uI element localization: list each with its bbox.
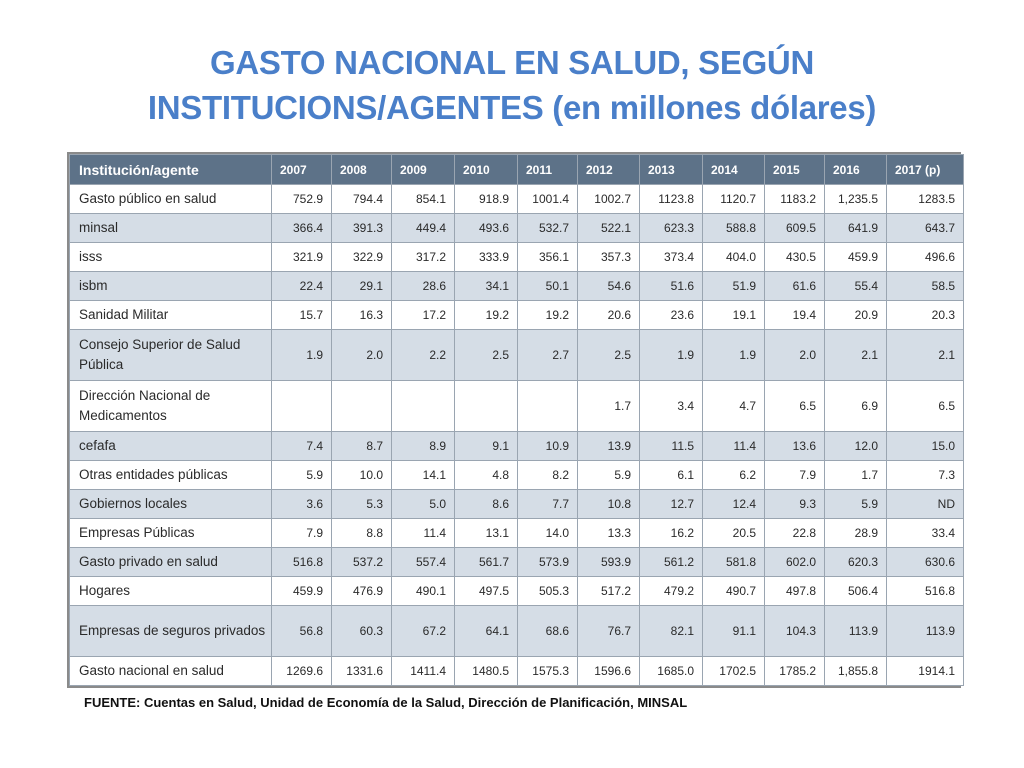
row-label: Gasto nacional en salud — [70, 657, 272, 686]
table-cell: 91.1 — [703, 606, 765, 657]
table-cell: 60.3 — [332, 606, 392, 657]
table-cell: 479.2 — [640, 577, 703, 606]
table-cell: 516.8 — [272, 548, 332, 577]
table-cell — [518, 381, 578, 432]
table-cell: 20.5 — [703, 519, 765, 548]
column-header-2: 2009 — [392, 155, 455, 185]
column-header-6: 2013 — [640, 155, 703, 185]
table-cell: 537.2 — [332, 548, 392, 577]
data-table-container — [67, 152, 961, 688]
table-cell: 643.7 — [887, 214, 964, 243]
table-cell: 10.0 — [332, 461, 392, 490]
table-cell: 13.3 — [578, 519, 640, 548]
table-cell: 64.1 — [455, 606, 518, 657]
table-cell: 1685.0 — [640, 657, 703, 686]
table-row — [70, 214, 964, 243]
table-cell: 5.9 — [272, 461, 332, 490]
row-label: Gasto privado en salud — [70, 548, 272, 577]
table-cell: 4.8 — [455, 461, 518, 490]
table-cell: 7.9 — [765, 461, 825, 490]
table-cell: 15.7 — [272, 301, 332, 330]
table-cell: 34.1 — [455, 272, 518, 301]
table-cell: 7.3 — [887, 461, 964, 490]
table-row — [70, 461, 964, 490]
table-cell: 322.9 — [332, 243, 392, 272]
table-cell: 506.4 — [825, 577, 887, 606]
table-cell: 82.1 — [640, 606, 703, 657]
table-cell: 14.1 — [392, 461, 455, 490]
table-cell: 51.9 — [703, 272, 765, 301]
table-row — [70, 548, 964, 577]
column-header-1: 2008 — [332, 155, 392, 185]
table-cell: 10.8 — [578, 490, 640, 519]
table-cell: 104.3 — [765, 606, 825, 657]
table-cell — [332, 381, 392, 432]
table-cell: 490.1 — [392, 577, 455, 606]
table-cell: 20.3 — [887, 301, 964, 330]
table-cell: 459.9 — [272, 577, 332, 606]
table-cell: 6.1 — [640, 461, 703, 490]
table-cell: 8.2 — [518, 461, 578, 490]
table-cell: 1914.1 — [887, 657, 964, 686]
table-cell: 1.7 — [578, 381, 640, 432]
table-cell: 10.9 — [518, 432, 578, 461]
table-cell: 19.2 — [518, 301, 578, 330]
table-cell: 22.4 — [272, 272, 332, 301]
table-cell: 2.7 — [518, 330, 578, 381]
column-header-7: 2014 — [703, 155, 765, 185]
table-row — [70, 301, 964, 330]
table-cell: 317.2 — [392, 243, 455, 272]
table-cell: 13.9 — [578, 432, 640, 461]
table-cell: 493.6 — [455, 214, 518, 243]
table-cell: 561.2 — [640, 548, 703, 577]
health-expenditure-table — [69, 154, 964, 686]
column-header-3: 2010 — [455, 155, 518, 185]
table-cell: 2.5 — [578, 330, 640, 381]
table-cell: 55.4 — [825, 272, 887, 301]
table-cell: 557.4 — [392, 548, 455, 577]
row-label: Empresas de seguros privados — [70, 606, 272, 657]
table-cell: 1702.5 — [703, 657, 765, 686]
table-cell: 2.0 — [765, 330, 825, 381]
row-header-cell: Institución/agente — [70, 155, 272, 185]
table-row — [70, 272, 964, 301]
table-cell: 6.5 — [887, 381, 964, 432]
table-cell: 497.8 — [765, 577, 825, 606]
table-cell: 7.7 — [518, 490, 578, 519]
table-cell: 641.9 — [825, 214, 887, 243]
row-label: isbm — [70, 272, 272, 301]
table-cell: 1.9 — [640, 330, 703, 381]
table-cell: 391.3 — [332, 214, 392, 243]
table-row — [70, 243, 964, 272]
table-cell — [392, 381, 455, 432]
row-label: Sanidad Militar — [70, 301, 272, 330]
table-cell: 593.9 — [578, 548, 640, 577]
table-cell: 11.4 — [703, 432, 765, 461]
table-cell: 366.4 — [272, 214, 332, 243]
table-cell: 1.9 — [272, 330, 332, 381]
column-header-0: 2007 — [272, 155, 332, 185]
table-cell: 14.0 — [518, 519, 578, 548]
table-cell: 33.4 — [887, 519, 964, 548]
table-row — [70, 432, 964, 461]
column-header-5: 2012 — [578, 155, 640, 185]
table-cell: 620.3 — [825, 548, 887, 577]
table-cell: 28.9 — [825, 519, 887, 548]
table-cell: 1785.2 — [765, 657, 825, 686]
table-cell: 17.2 — [392, 301, 455, 330]
table-cell: 19.2 — [455, 301, 518, 330]
row-label: Consejo Superior de Salud Pública — [70, 330, 272, 381]
table-cell: 67.2 — [392, 606, 455, 657]
table-cell: ND — [887, 490, 964, 519]
table-cell: 76.7 — [578, 606, 640, 657]
row-label: Hogares — [70, 577, 272, 606]
table-cell: 609.5 — [765, 214, 825, 243]
table-cell: 1411.4 — [392, 657, 455, 686]
table-row — [70, 185, 964, 214]
row-label: minsal — [70, 214, 272, 243]
table-cell: 6.5 — [765, 381, 825, 432]
table-row — [70, 519, 964, 548]
table-cell: 20.9 — [825, 301, 887, 330]
table-cell: 3.6 — [272, 490, 332, 519]
table-cell: 505.3 — [518, 577, 578, 606]
table-cell: 13.1 — [455, 519, 518, 548]
row-label: cefafa — [70, 432, 272, 461]
table-cell: 9.1 — [455, 432, 518, 461]
table-header-row — [70, 155, 964, 185]
table-cell: 5.0 — [392, 490, 455, 519]
table-cell: 333.9 — [455, 243, 518, 272]
row-label: Gasto público en salud — [70, 185, 272, 214]
table-cell: 630.6 — [887, 548, 964, 577]
table-cell: 28.6 — [392, 272, 455, 301]
table-cell: 430.5 — [765, 243, 825, 272]
table-cell: 794.4 — [332, 185, 392, 214]
table-cell: 11.5 — [640, 432, 703, 461]
table-cell: 51.6 — [640, 272, 703, 301]
table-cell: 113.9 — [825, 606, 887, 657]
source-note: FUENTE: Cuentas en Salud, Unidad de Economía de la Salud, Dirección de Planificación, MINSAL — [84, 695, 688, 710]
table-cell: 50.1 — [518, 272, 578, 301]
table-cell: 517.2 — [578, 577, 640, 606]
table-cell: 5.9 — [825, 490, 887, 519]
table-cell: 8.6 — [455, 490, 518, 519]
table-cell: 1.9 — [703, 330, 765, 381]
row-label: Dirección Nacional de Medicamentos — [70, 381, 272, 432]
table-row — [70, 381, 964, 432]
table-cell: 404.0 — [703, 243, 765, 272]
table-cell: 1269.6 — [272, 657, 332, 686]
table-cell: 7.4 — [272, 432, 332, 461]
table-cell: 1120.7 — [703, 185, 765, 214]
table-cell: 623.3 — [640, 214, 703, 243]
table-cell: 2.2 — [392, 330, 455, 381]
table-cell: 1596.6 — [578, 657, 640, 686]
table-cell: 752.9 — [272, 185, 332, 214]
table-cell: 2.0 — [332, 330, 392, 381]
table-cell: 581.8 — [703, 548, 765, 577]
table-cell: 573.9 — [518, 548, 578, 577]
table-cell: 1,855.8 — [825, 657, 887, 686]
table-cell: 19.4 — [765, 301, 825, 330]
table-cell: 1331.6 — [332, 657, 392, 686]
title-line-2: INSTITUCIONS/AGENTES (en millones dólares) — [147, 89, 877, 126]
table-row — [70, 490, 964, 519]
column-header-8: 2015 — [765, 155, 825, 185]
column-header-10: 2017 (p) — [887, 155, 964, 185]
column-header-4: 2011 — [518, 155, 578, 185]
table-cell: 516.8 — [887, 577, 964, 606]
table-cell: 1,235.5 — [825, 185, 887, 214]
table-body — [70, 185, 964, 686]
table-cell: 58.5 — [887, 272, 964, 301]
table-row — [70, 330, 964, 381]
table-cell: 918.9 — [455, 185, 518, 214]
table-cell: 9.3 — [765, 490, 825, 519]
row-label: isss — [70, 243, 272, 272]
table-cell: 561.7 — [455, 548, 518, 577]
table-cell: 1001.4 — [518, 185, 578, 214]
title-line-1: GASTO NACIONAL EN SALUD, SEGÚN — [210, 44, 814, 81]
table-cell: 854.1 — [392, 185, 455, 214]
table-cell — [272, 381, 332, 432]
table-cell: 490.7 — [703, 577, 765, 606]
table-cell: 29.1 — [332, 272, 392, 301]
table-cell: 532.7 — [518, 214, 578, 243]
table-cell: 56.8 — [272, 606, 332, 657]
table-cell: 12.7 — [640, 490, 703, 519]
table-cell: 588.8 — [703, 214, 765, 243]
table-cell: 13.6 — [765, 432, 825, 461]
table-cell: 459.9 — [825, 243, 887, 272]
table-cell: 1283.5 — [887, 185, 964, 214]
table-cell: 497.5 — [455, 577, 518, 606]
table-cell: 5.9 — [578, 461, 640, 490]
table-cell: 1002.7 — [578, 185, 640, 214]
row-label: Empresas Públicas — [70, 519, 272, 548]
table-cell: 7.9 — [272, 519, 332, 548]
table-cell: 19.1 — [703, 301, 765, 330]
table-cell: 68.6 — [518, 606, 578, 657]
table-cell: 2.1 — [825, 330, 887, 381]
table-cell: 8.9 — [392, 432, 455, 461]
slide-title — [0, 40, 1024, 130]
table-row — [70, 657, 964, 686]
table-cell: 22.8 — [765, 519, 825, 548]
table-cell: 1575.3 — [518, 657, 578, 686]
table-cell: 20.6 — [578, 301, 640, 330]
table-cell: 1183.2 — [765, 185, 825, 214]
table-cell: 522.1 — [578, 214, 640, 243]
table-cell: 476.9 — [332, 577, 392, 606]
table-cell: 356.1 — [518, 243, 578, 272]
table-cell: 11.4 — [392, 519, 455, 548]
table-cell: 61.6 — [765, 272, 825, 301]
table-cell: 23.6 — [640, 301, 703, 330]
table-cell: 6.2 — [703, 461, 765, 490]
table-cell: 496.6 — [887, 243, 964, 272]
row-label: Gobiernos locales — [70, 490, 272, 519]
table-cell: 2.5 — [455, 330, 518, 381]
table-cell: 373.4 — [640, 243, 703, 272]
table-cell: 1123.8 — [640, 185, 703, 214]
row-label: Otras entidades públicas — [70, 461, 272, 490]
table-cell: 16.2 — [640, 519, 703, 548]
table-cell: 5.3 — [332, 490, 392, 519]
table-cell: 6.9 — [825, 381, 887, 432]
table-cell: 113.9 — [887, 606, 964, 657]
table-cell: 2.1 — [887, 330, 964, 381]
table-cell: 54.6 — [578, 272, 640, 301]
table-cell: 3.4 — [640, 381, 703, 432]
table-cell: 357.3 — [578, 243, 640, 272]
table-cell — [455, 381, 518, 432]
table-cell: 449.4 — [392, 214, 455, 243]
table-cell: 1.7 — [825, 461, 887, 490]
table-row — [70, 606, 964, 657]
table-cell: 602.0 — [765, 548, 825, 577]
table-cell: 1480.5 — [455, 657, 518, 686]
table-cell: 15.0 — [887, 432, 964, 461]
column-header-9: 2016 — [825, 155, 887, 185]
table-cell: 8.8 — [332, 519, 392, 548]
table-row — [70, 577, 964, 606]
table-cell: 321.9 — [272, 243, 332, 272]
table-cell: 12.4 — [703, 490, 765, 519]
table-cell: 8.7 — [332, 432, 392, 461]
table-cell: 4.7 — [703, 381, 765, 432]
table-cell: 16.3 — [332, 301, 392, 330]
table-cell: 12.0 — [825, 432, 887, 461]
